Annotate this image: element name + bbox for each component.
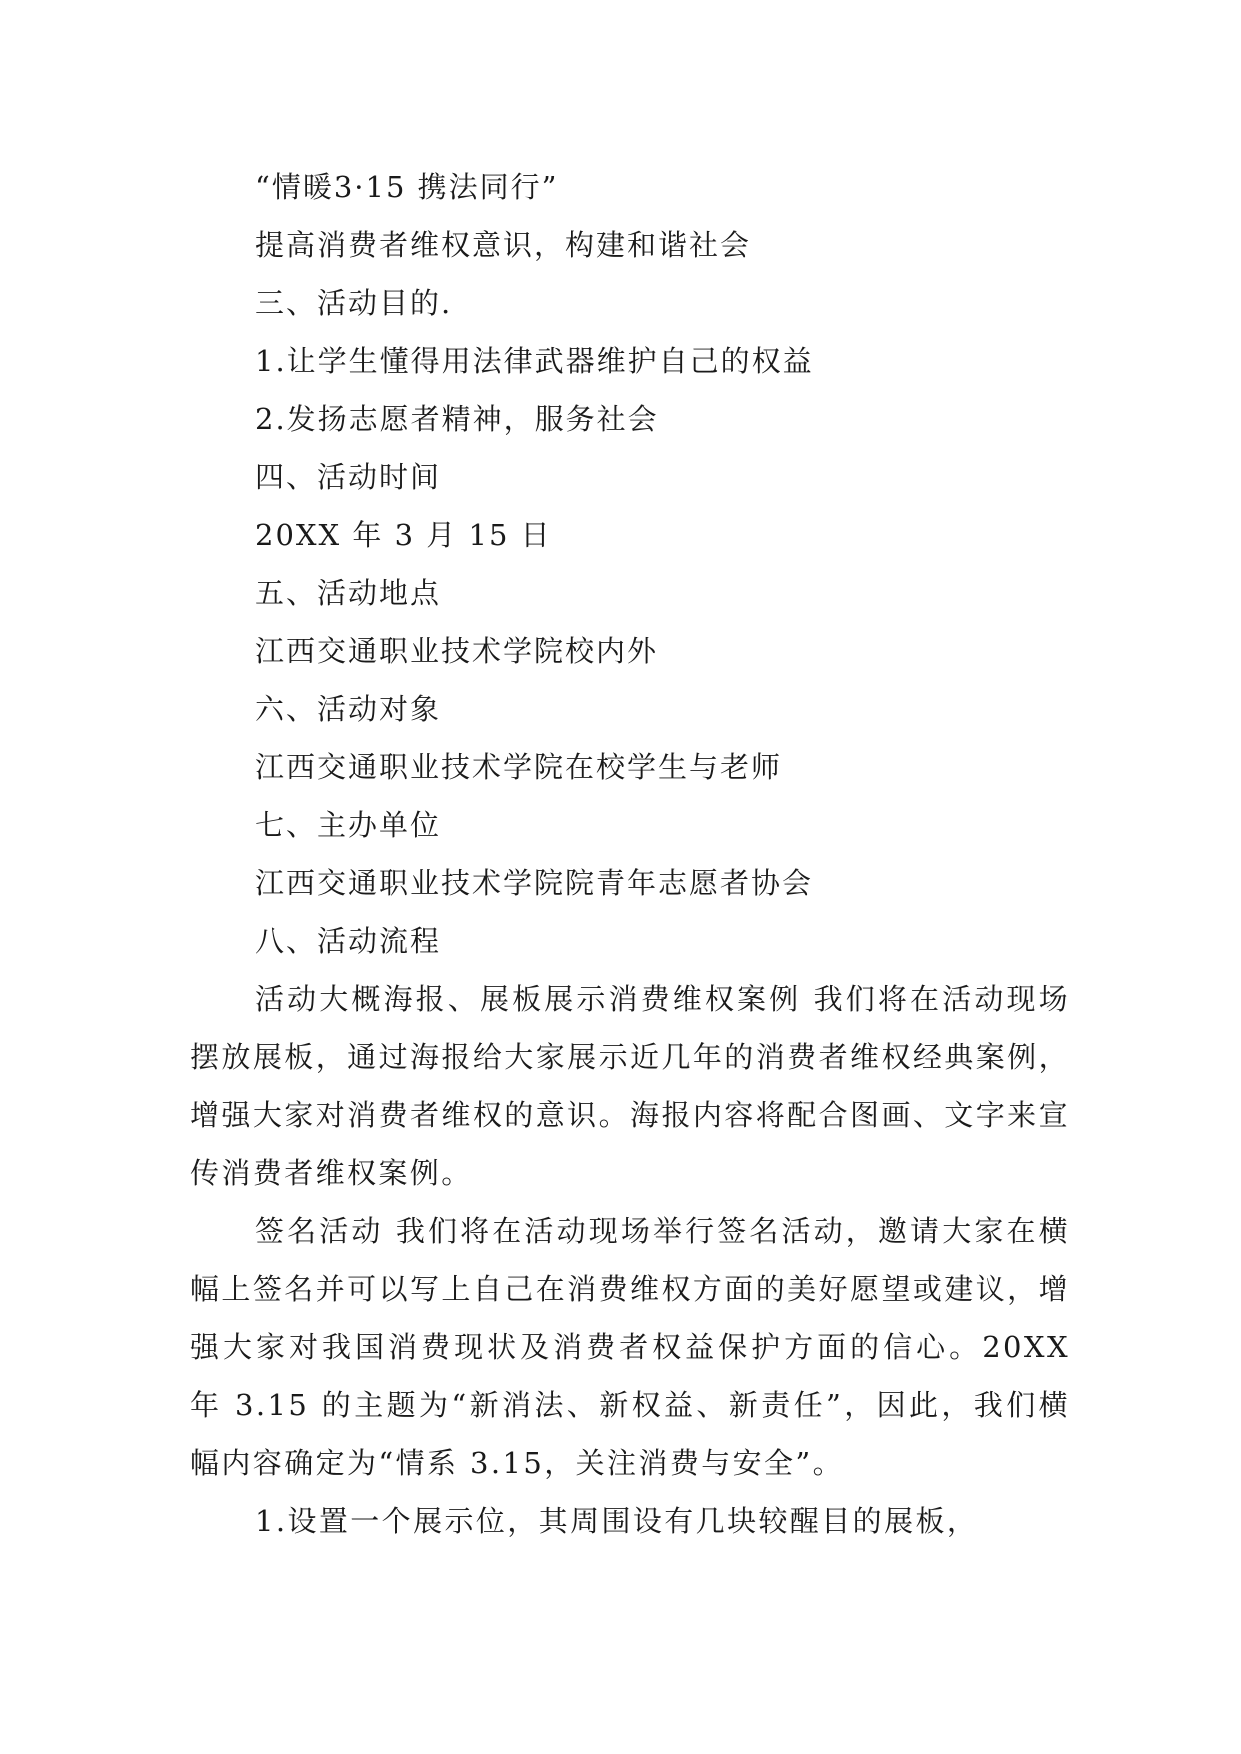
event-location: 江西交通职业技术学院校内外: [255, 634, 659, 668]
section-heading-purpose: 三、活动目的.: [255, 286, 453, 320]
process-paragraph-signature: 签名活动 我们将在活动现场举行签名活动，邀请大家在横幅上签名并可以写上自己在消费维权方面的美好愿望或建议，增强大家对我国消费现状及消费者权益保护方面的信心。20XX 年 3.15 的主题为“新消法、新权益、新责任”，因此，我们横幅内容确定为“情系 3.15，关注消费与安全”。: [190, 1214, 1070, 1480]
purpose-item-1: 1.让学生懂得用法律武器维护自己的权益: [255, 344, 814, 378]
event-audience: 江西交通职业技术学院在校学生与老师: [255, 750, 783, 784]
event-date: 20XX 年 3 月 15 日: [255, 518, 552, 552]
purpose-item-2: 2.发扬志愿者精神，服务社会: [255, 402, 659, 436]
section-heading-audience: 六、活动对象: [255, 692, 442, 726]
section-heading-organizer: 七、主办单位: [255, 808, 442, 842]
process-step-1: 1.设置一个展示位，其周围设有几块较醒目的展板，: [255, 1504, 979, 1538]
theme-line: 提高消费者维权意识，构建和谐社会: [255, 228, 752, 262]
process-paragraph-poster: 活动大概海报、展板展示消费维权案例 我们将在活动现场摆放展板，通过海报给大家展示近几年的消费者维权经典案例，增强大家对消费者维权的意识。海报内容将配合图画、文字来宣传消费者维权案例。: [190, 982, 1070, 1190]
document-body: [190, 158, 1070, 1550]
event-organizer: 江西交通职业技术学院院青年志愿者协会: [255, 866, 814, 900]
slogan-line: “情暖3·15 携法同行”: [255, 170, 559, 204]
section-heading-process: 八、活动流程: [255, 924, 442, 958]
section-heading-time: 四、活动时间: [255, 460, 442, 494]
section-heading-location: 五、活动地点: [255, 576, 442, 610]
